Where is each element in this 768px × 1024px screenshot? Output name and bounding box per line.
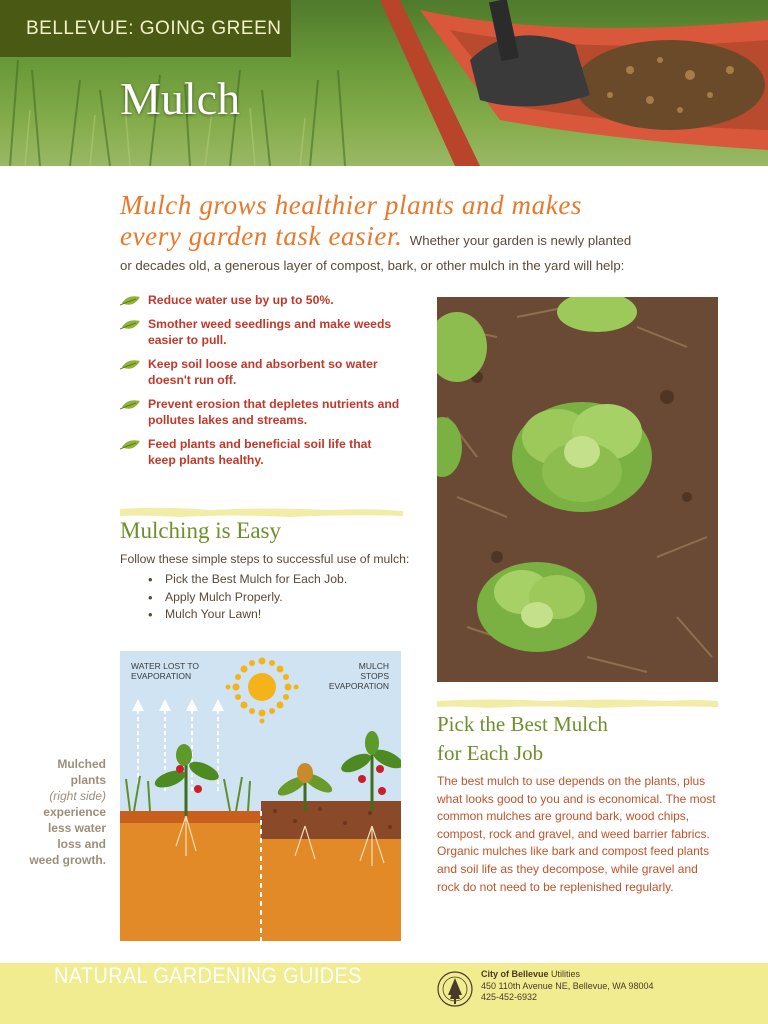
label-line: STOPS bbox=[360, 671, 389, 681]
leaf-bullet-icon bbox=[120, 438, 142, 452]
benefit-item bbox=[120, 316, 410, 349]
wheelbarrow-image bbox=[360, 0, 768, 166]
easy-step: • Apply Mulch Properly. bbox=[148, 589, 347, 607]
best-body: The best mulch to use depends on the plants, plus what looks good to you and is economical. The most common mulches are ground bark, wood chips, compost, rock and gravel, and weed barrier fabrics. Organic mulches like bark and compost feed plants and soil life as they decompose, while gravel and rock do not need to be replenished regularly. bbox=[437, 774, 716, 894]
easy-step: • Pick the Best Mulch for Each Job. bbox=[148, 571, 347, 589]
leaf-bullet-icon bbox=[120, 294, 142, 308]
lettuce-photo bbox=[437, 297, 718, 682]
benefit-item bbox=[120, 292, 410, 309]
label-water-lost bbox=[131, 661, 199, 681]
benefit-text: Prevent erosion that depletes nutrients and bbox=[148, 396, 400, 411]
intro-section bbox=[120, 190, 680, 275]
diagram-illustration bbox=[120, 651, 401, 941]
org-phone: 425-452-6932 bbox=[481, 992, 538, 1002]
caption-line: experience bbox=[43, 805, 106, 819]
org-dept: Utilities bbox=[551, 969, 581, 979]
caption-line: loss and bbox=[57, 837, 106, 851]
benefit-text: Feed plants and beneficial soil life that bbox=[148, 436, 372, 451]
label-mulch-stops bbox=[329, 661, 389, 691]
intro-body: or decades old, a generous layer of compost, bark, or other mulch in the yard will help: bbox=[120, 258, 625, 273]
footer-series-title: NATURAL GARDENING GUIDES bbox=[54, 963, 362, 988]
leaf-bullet-icon bbox=[120, 398, 142, 412]
page-title: Mulch bbox=[120, 73, 241, 124]
label-line: WATER LOST TO bbox=[131, 661, 200, 671]
leaf-bullet-icon bbox=[120, 358, 142, 372]
org-address: 450 110th Avenue NE, Bellevue, WA 98004 bbox=[481, 980, 654, 991]
best-title bbox=[437, 710, 718, 768]
city-seal-logo bbox=[436, 965, 474, 1015]
series-bar bbox=[0, 0, 291, 57]
org-info bbox=[481, 969, 653, 1004]
lettuce-mulch-image bbox=[437, 297, 718, 682]
label-line: EVAPORATION bbox=[328, 681, 389, 691]
caption-line bbox=[20, 788, 106, 804]
leaf-bullet-icon bbox=[120, 318, 142, 332]
header-banner bbox=[0, 0, 768, 166]
caption-emphasis: (right side) bbox=[49, 789, 106, 803]
benefit-item bbox=[120, 396, 410, 429]
benefit-text-cont: keep plants healthy. bbox=[148, 453, 264, 467]
benefits-list bbox=[120, 292, 410, 476]
evaporation-diagram bbox=[120, 651, 401, 941]
label-line: EVAPORATION bbox=[131, 671, 192, 681]
benefit-text-cont: pollutes lakes and streams. bbox=[148, 413, 308, 427]
headline-line-1: Mulch grows healthier plants and makes bbox=[120, 190, 583, 220]
benefit-text-cont: easier to pull. bbox=[148, 333, 227, 347]
brush-divider bbox=[437, 696, 718, 710]
easy-step: • Mulch Your Lawn! bbox=[148, 606, 347, 624]
best-title-line: for Each Job bbox=[437, 741, 544, 765]
best-title-line: Pick the Best Mulch bbox=[437, 712, 608, 736]
series-label: BELLEVUE: GOING GREEN bbox=[26, 17, 282, 39]
easy-steps-list bbox=[148, 571, 347, 624]
caption-line: plants bbox=[70, 773, 106, 787]
benefit-text: Smother weed seedlings and make weeds bbox=[148, 316, 392, 331]
caption-line: Mulched bbox=[57, 757, 106, 771]
headline-line-2-text: every garden task easier. bbox=[120, 221, 403, 251]
benefit-item bbox=[120, 356, 410, 389]
caption-line: weed growth. bbox=[29, 853, 106, 867]
benefit-text: Reduce water use by up to 50%. bbox=[148, 293, 334, 307]
lettuce-bottom bbox=[477, 562, 597, 652]
lettuce-top bbox=[512, 402, 652, 512]
brush-divider bbox=[120, 505, 403, 519]
benefit-item bbox=[120, 436, 410, 469]
org-line bbox=[481, 969, 653, 981]
org-name: City of Bellevue bbox=[481, 969, 549, 979]
intro-body-inline: Whether your garden is newly planted bbox=[409, 233, 632, 248]
headline bbox=[120, 190, 680, 256]
label-line: MULCH bbox=[358, 661, 389, 671]
caption-line: less water bbox=[47, 821, 106, 835]
easy-intro: Follow these simple steps to successful use of mulch: bbox=[120, 552, 410, 566]
easy-title: Mulching is Easy bbox=[120, 518, 281, 543]
headline-line-2 bbox=[120, 221, 680, 256]
benefit-text: Keep soil loose and absorbent so water bbox=[148, 356, 378, 371]
benefit-text-cont: doesn't run off. bbox=[148, 373, 237, 387]
diagram-caption bbox=[20, 756, 106, 868]
